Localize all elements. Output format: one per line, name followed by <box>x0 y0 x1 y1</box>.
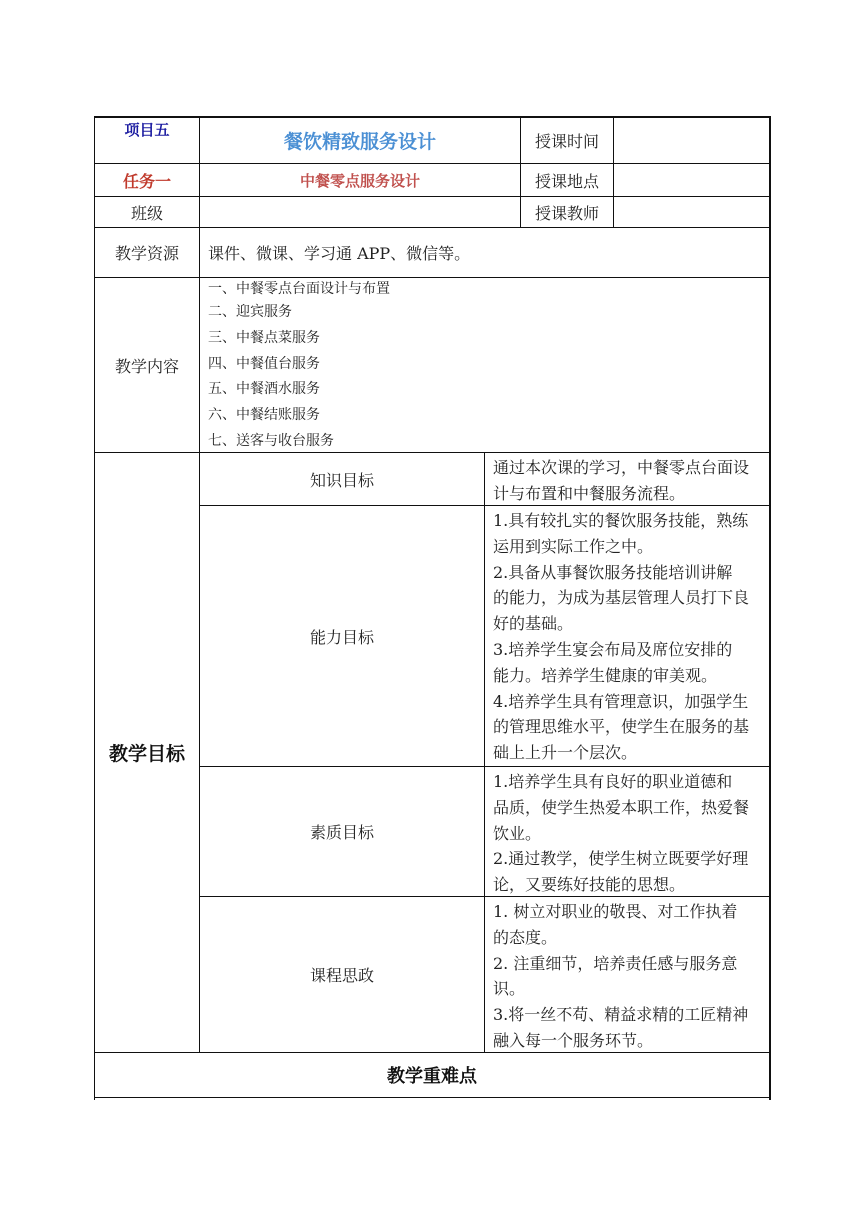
ability-label: 能力目标 <box>309 627 374 647</box>
resources-label: 教学资源 <box>114 244 179 263</box>
time-label: 授课时间 <box>534 132 599 151</box>
ability-line: 的能力，为成为基层管理人员打下良 <box>493 588 750 608</box>
time-value <box>614 118 769 163</box>
ability-line: 3.培养学生宴会布局及席位安排的 <box>493 639 733 659</box>
class-label: 班级 <box>130 203 163 223</box>
knowledge-text <box>485 453 769 505</box>
task-title: 中餐零点服务设计 <box>299 171 420 190</box>
content-item: 四、中餐值台服务 <box>208 355 320 372</box>
ability-line: 2.具备从事餐饮服务技能培训讲解 <box>493 562 733 582</box>
quality-line: 品质，使学生热爱本职工作，热爱餐 <box>493 797 750 817</box>
ability-line: 础上上升一个层次。 <box>493 743 638 763</box>
resources-value: 课件、微课、学习通 APP、微信等。 <box>208 244 471 263</box>
teacher-label: 授课教师 <box>534 203 599 223</box>
content-label: 教学内容 <box>114 356 179 376</box>
place-value <box>614 164 769 196</box>
ability-line: 4.培养学生具有管理意识，加强学生 <box>493 691 749 711</box>
project-title: 餐饮精致服务设计 <box>283 131 436 153</box>
content-item: 五、中餐酒水服务 <box>208 381 320 398</box>
knowledge-label: 知识目标 <box>309 470 374 490</box>
ideology-line: 的态度。 <box>493 927 558 947</box>
project-label: 项目五 <box>124 121 170 139</box>
knowledge-line: 通过本次课的学习，中餐零点台面设 <box>493 458 750 477</box>
content-item: 二、迎宾服务 <box>208 304 292 320</box>
content-item: 七、送客与收台服务 <box>208 432 334 449</box>
place-label: 授课地点 <box>534 171 599 191</box>
ability-line: 好的基础。 <box>493 614 574 634</box>
knowledge-line: 计与布置和中餐服务流程。 <box>493 483 686 503</box>
ideology-line: 2. 注重细节，培养责任感与服务意 <box>493 953 738 973</box>
teacher-value <box>614 197 769 227</box>
ability-line: 的管理思维水平，使学生在服务的基 <box>493 717 750 737</box>
quality-label: 素质目标 <box>309 823 374 842</box>
content-list <box>208 278 768 452</box>
ideology-line: 1. 树立对职业的敬畏、对工作执着 <box>493 902 738 921</box>
ability-line: 运用到实际工作之中。 <box>493 536 654 556</box>
key-points-heading: 教学重难点 <box>387 1066 477 1087</box>
goals-label: 教学目标 <box>108 743 185 765</box>
class-value <box>200 197 520 227</box>
ideology-line: 识。 <box>493 979 526 999</box>
content-item: 一、中餐零点台面设计与布置 <box>208 281 390 297</box>
quality-line: 2.通过教学，使学生树立既要学好理 <box>493 849 749 869</box>
quality-line: 论，又要练好技能的思想。 <box>493 875 686 895</box>
ability-text <box>485 506 769 766</box>
ideology-line: 3.将一丝不苟、精益求精的工匠精神 <box>493 1005 749 1025</box>
content-item: 三、中餐点菜服务 <box>208 329 320 346</box>
row-divider <box>94 1097 771 1098</box>
ideology-text <box>485 897 769 1052</box>
table-border-right <box>769 116 771 1100</box>
quality-text <box>485 767 769 896</box>
ideology-label: 课程思政 <box>309 966 374 985</box>
quality-line: 1.培养学生具有良好的职业道德和 <box>493 772 733 791</box>
quality-line: 饮业。 <box>493 823 542 843</box>
ability-line: 能力。培养学生健康的审美观。 <box>493 665 718 685</box>
ideology-line: 融入每一个服务环节。 <box>493 1030 654 1050</box>
task-label: 任务一 <box>122 171 171 191</box>
ability-line: 1.具有较扎实的餐饮服务技能，熟练 <box>493 511 749 530</box>
content-item: 六、中餐结账服务 <box>208 407 320 424</box>
